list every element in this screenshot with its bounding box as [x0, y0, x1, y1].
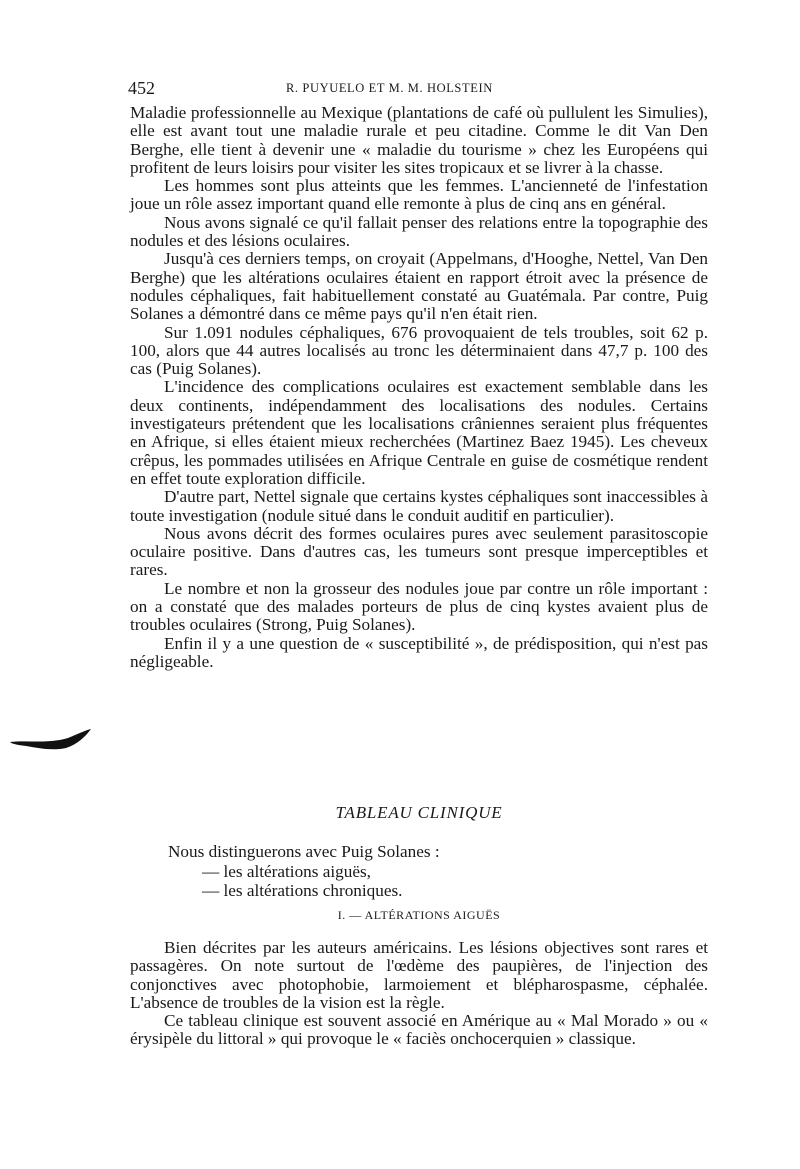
paragraph: D'autre part, Nettel signale que certains kystes céphaliques sont inaccessibles à toute investigation (nodule situé dans le conduit auditif en particulier). — [130, 487, 708, 525]
list-item: — les altérations chroniques. — [202, 881, 403, 900]
paragraph: Les hommes sont plus atteints que les femmes. L'ancienneté de l'infestation joue un rôle assez important quand elle remonte à plus de cinq ans en général. — [130, 176, 708, 214]
paragraph: Ce tableau clinique est souvent associé en Amérique au « Mal Morado » ou « érysipèle du littoral » qui provoque le « faciès onchocerquien » classique. — [130, 1011, 708, 1049]
page-number: 452 — [128, 78, 155, 98]
paragraph: Sur 1.091 nodules céphaliques, 676 provoquaient de tels troubles, soit 62 p. 100, alors que 44 autres localisés au tronc les déterminaient dans 47,7 p. 100 des cas (Puig Solanes). — [130, 322, 708, 379]
paragraph: Enfin il y a une question de « susceptibilité », de prédisposition, qui n'est pas négligeable. — [130, 633, 708, 671]
subsection-body — [130, 939, 708, 1049]
paragraph: Maladie professionnelle au Mexique (plantations de café où pullulent les Simulies), elle est avant tout une maladie rurale et peu citadine. Comme le dit Van Den Berghe, elle tient à devenir une « maladie du tourisme » chez les Européens qui profitent de leurs loisirs pour visiter les sites tropicaux et se livrer à la chasse. — [130, 103, 708, 177]
ink-smudge-mark — [8, 728, 92, 752]
paragraph: Nous avons signalé ce qu'il fallait penser des relations entre la topographie des nodules et des lésions oculaires. — [130, 212, 708, 251]
paragraph: Le nombre et non la grosseur des nodules joue par contre un rôle important : on a constaté que des malades porteurs de plus de cinq kystes avaient plus de troubles oculaires (Strong, Puig Solanes). — [130, 578, 708, 635]
body-text — [130, 104, 708, 671]
subsection-title: I. — ALTÉRATIONS AIGUËS — [337, 908, 501, 922]
page-header — [128, 78, 708, 100]
paragraph: Bien décrites par les auteurs américains. Les lésions objectives sont rares et passagères. On note surtout de l'œdème des paupières, de l'injection des conjonctives avec photophobie, larmoiement et blépharospasme, céphalée. L'absence de troubles de la vision est la règle. — [130, 938, 708, 1012]
section-intro — [168, 842, 708, 901]
section-title: TABLEAU CLINIQUE — [335, 803, 503, 822]
paragraph: Jusqu'à ces derniers temps, on croyait (Appelmans, d'Hooghe, Nettel, Van Den Berghe) que les altérations oculaires étaient en rapport étroit avec la présence de nodules céphaliques, fait habituellement constaté au Guatémala. Par contre, Puig Solanes a démontré dans ce même pays qu'il n'en était rien. — [130, 249, 708, 324]
paragraph: Nous avons décrit des formes oculaires pures avec seulement parasitoscopie oculaire positive. Dans d'autres cas, les tumeurs sont presque imperceptibles et rares. — [130, 523, 708, 580]
intro-line: Nous distinguerons avec Puig Solanes : — [168, 842, 440, 861]
running-head: R. PUYUELO ET M. M. HOLSTEIN — [286, 81, 493, 95]
paragraph: L'incidence des complications oculaires est exactement semblable dans les deux continents, indépendamment des localisations des nodules. Certains investigateurs prétendent que les localisations crâniennes seraient plus fréquentes en Afrique, si elles étaient mieux recherchées (Martinez Baez 1945). Les cheveux crêpus, les pommades utilisées en Afrique Centrale en guise de cosmétique rendent en effet toute exploration difficile. — [130, 377, 708, 488]
list-item: — les altérations aiguës, — [202, 861, 371, 881]
